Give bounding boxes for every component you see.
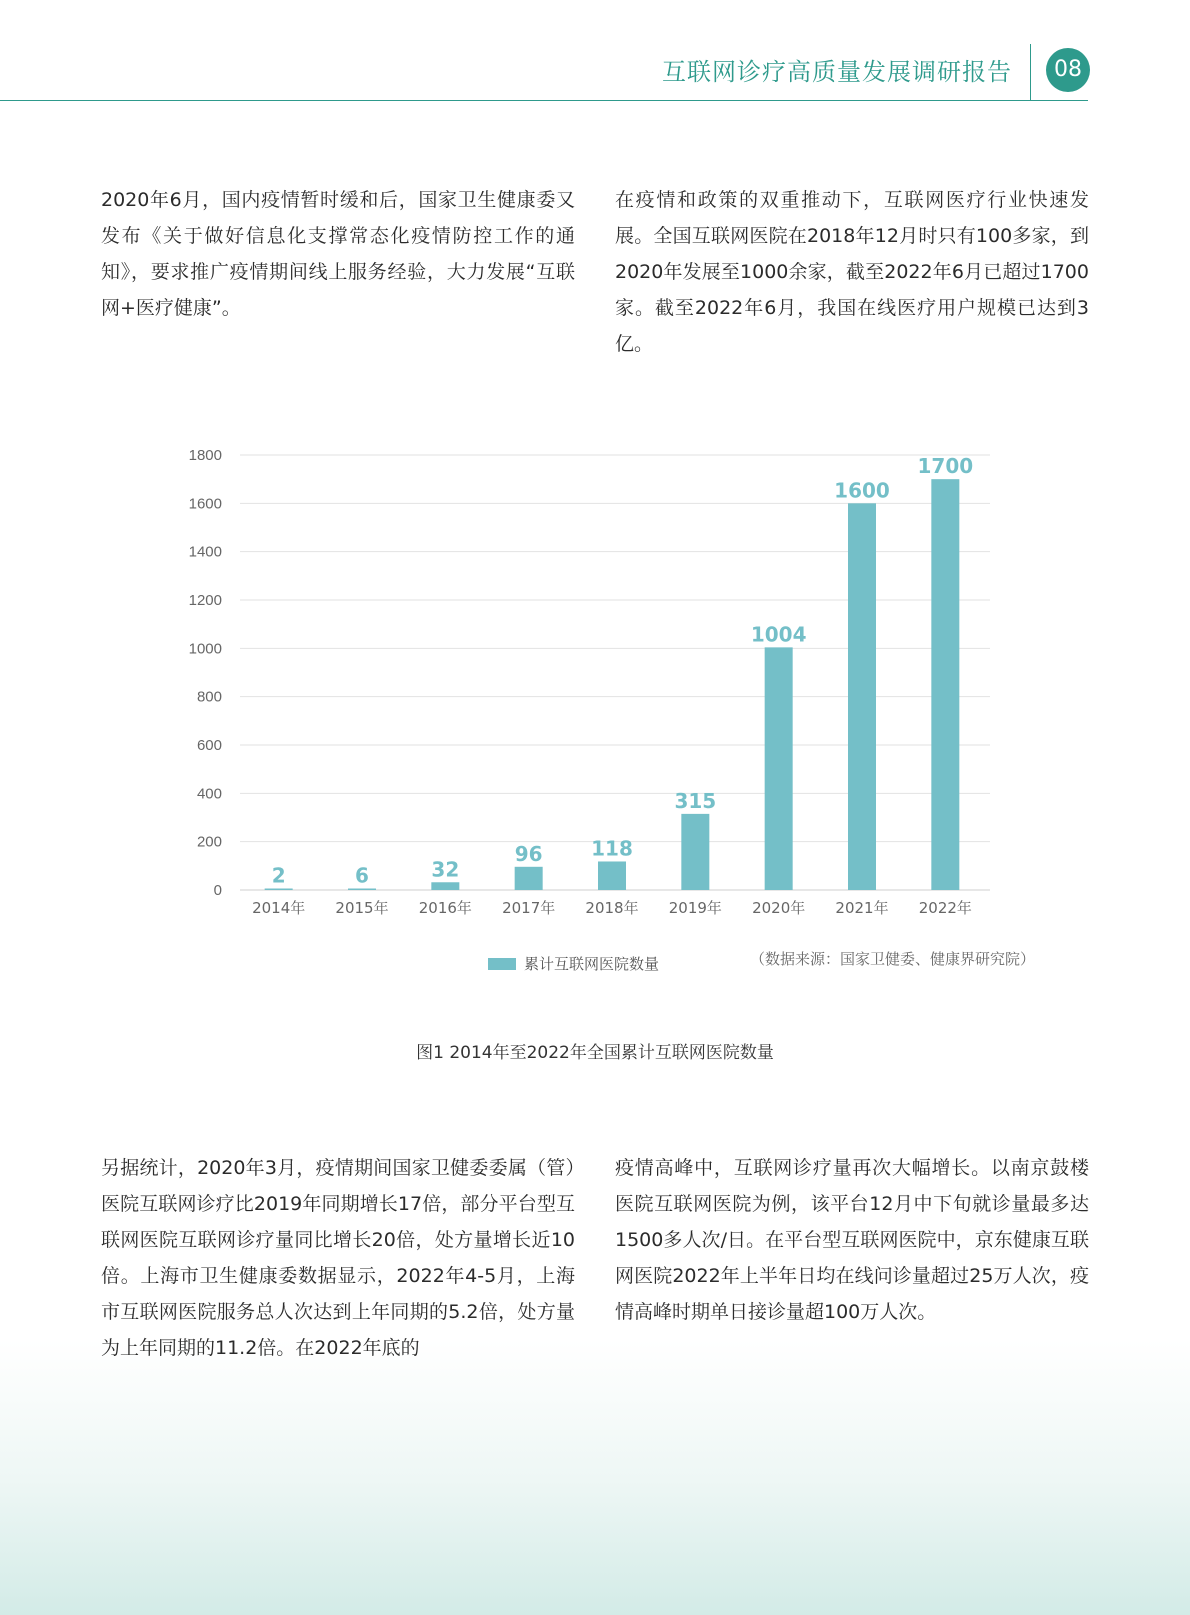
bar [681,814,709,890]
header-divider [1030,44,1031,100]
legend-label: 累计互联网医院数量 [524,955,660,973]
x-tick-label: 2022年 [918,899,972,917]
x-tick-label: 2017年 [502,899,556,917]
x-tick-label: 2014年 [252,899,306,917]
bar-data-label: 96 [514,841,543,866]
bar [598,861,626,890]
x-tick-label: 2015年 [335,899,389,917]
y-tick-label: 1200 [188,592,222,609]
paragraph-bottom-right: 疫情高峰中，互联网诊疗量再次大幅增长。以南京鼓楼医院互联网医院为例，该平台12月中下旬就诊量最多达1500多人次/日。在平台型互联网医院中，京东健康互联网医院2022年上半年日均在线问诊量超过25万人次，疫情高峰时期单日接诊量超100万人次。 [615,1157,1089,1323]
figure-caption: 图1 2014年至2022年全国累计互联网医院数量 [416,1043,774,1063]
y-tick-label: 1000 [188,640,222,658]
bar [265,889,293,891]
y-tick-label: 0 [213,882,222,899]
data-source-note: （数据来源：国家卫健委、健康界研究院） [750,950,1036,968]
y-tick-label: 1800 [188,447,222,464]
paragraph-bottom-left: 另据统计，2020年3月，疫情期间国家卫健委委属（管）医院互联网诊疗比2019年同期增长17倍，部分平台型互联网医院互联网诊疗量同比增长20倍，处方量增长近10倍。上海市卫生健康委数据显示，2022年4-5月，上海市互联网医院服务总人次达到上年同期的5.2倍，处方量为上年同期的11.2倍。在2022年底的 [101,1157,575,1359]
header-line [0,100,1088,101]
chart-legend [488,953,659,974]
y-tick-label: 1400 [188,543,222,561]
bar-data-label: 315 [674,788,717,813]
bar-data-label: 118 [591,836,633,861]
x-tick-label: 2016年 [418,899,472,917]
page-number-badge: 08 [1046,48,1090,92]
y-tick-label: 400 [196,785,222,803]
legend-swatch [488,958,516,970]
bar [431,882,459,890]
bar-data-label: 6 [355,863,369,888]
x-tick-label: 2020年 [752,899,806,917]
chart-container [0,430,1190,990]
bar [515,867,543,890]
paragraph-top-right: 在疫情和政策的双重推动下，互联网医疗行业快速发展。全国互联网医院在2018年12月时只有100多家，到2020年发展至1000余家，截至2022年6月已超过1700家。截至2022年6月，我国在线医疗用户规模已达到3亿。 [615,189,1089,355]
bar-data-label: 1700 [917,454,974,479]
bar-data-label: 2 [271,863,286,888]
y-tick-label: 200 [196,833,222,851]
bar [848,503,876,890]
x-tick-label: 2018年 [585,899,639,917]
bar-data-label: 1600 [834,478,890,503]
x-tick-label: 2019年 [668,899,722,917]
bar-data-label: 32 [431,857,460,882]
y-tick-label: 800 [196,688,222,706]
y-tick-label: 1600 [188,495,222,513]
bar-chart [0,430,1190,930]
y-tick-label: 600 [196,737,222,754]
x-tick-label: 2021年 [835,899,889,917]
paragraph-top-left: 2020年6月，国内疫情暂时缓和后，国家卫生健康委又发布《关于做好信息化支撑常态化疫情防控工作的通知》，要求推广疫情期间线上服务经验，大力发展“互联网+医疗健康”。 [101,189,575,319]
bar [348,889,376,891]
report-title: 互联网诊疗高质量发展调研报告 [662,58,1012,86]
bar [931,479,959,890]
bar [765,647,793,890]
bar-data-label: 1004 [750,622,807,647]
